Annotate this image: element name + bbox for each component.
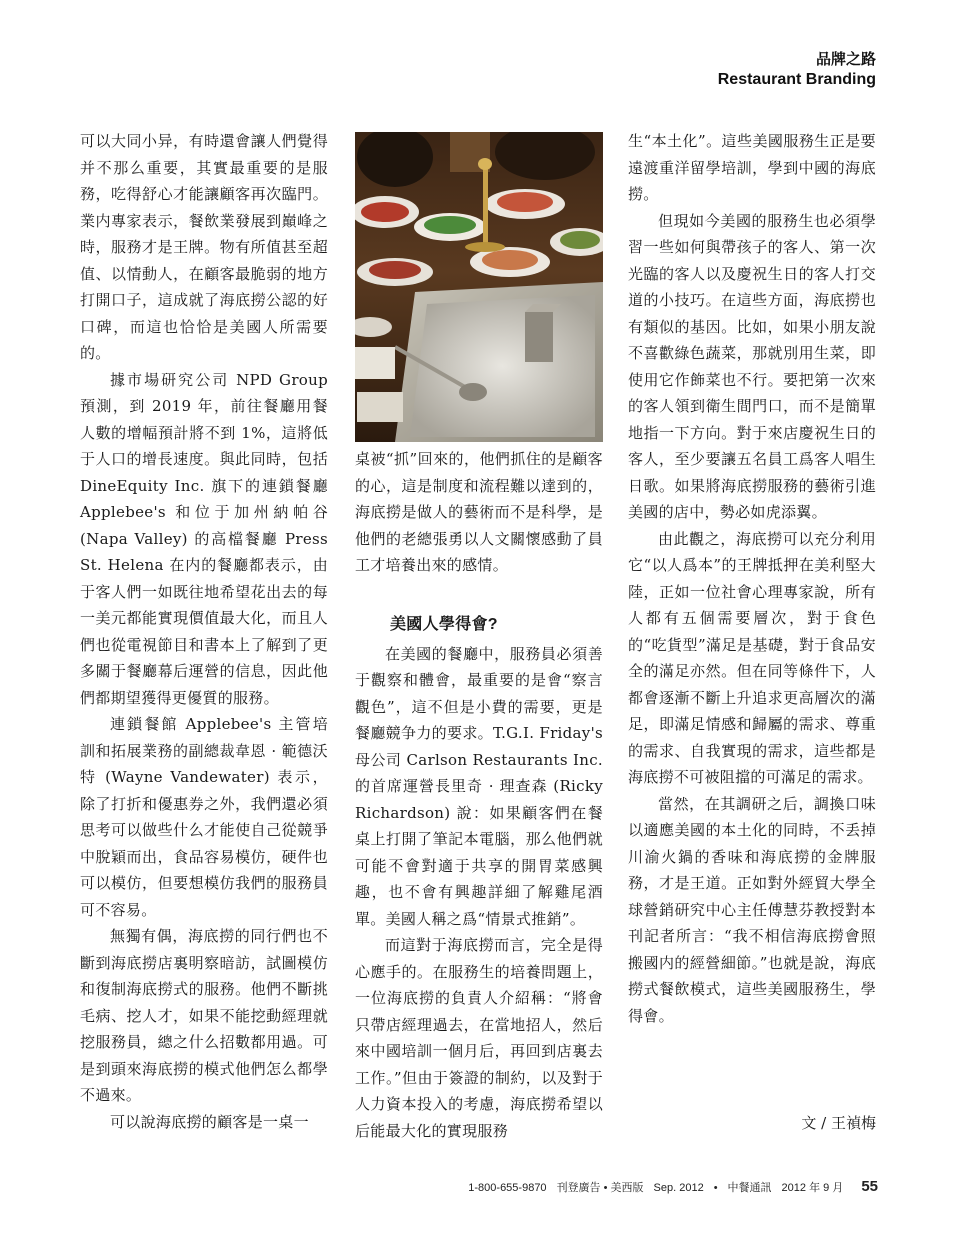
paragraph: 據市場研究公司 NPD Group 預測，到 2019 年，前往餐廳用餐人數的增幅預計將不到 1%，這將低于人口的增長速度。與此同時，包括 DineEquity Inc. 旗下的連鎖餐廳 Applebee's 和位于加州納帕谷 (Napa Valley) 的高檔餐廳 Press St. Helena 在内的餐廳都表示，由于客人們一如既往地希望花出去的每一美元都能實現價值最大化，而且人們也從電視節目和書本上了解到了更多關于餐廳幕后運營的信息，因此他們都期望獲得更優質的服務。	[80, 370, 328, 707]
paragraph: 可以說海底撈的顧客是一桌一	[110, 1112, 309, 1131]
paragraph: 當然，在其調研之后，調換口味以適應美國的本土化的同時，不丢掉川渝火鍋的香味和海底撈的金牌服務，才是王道。正如對外經貿大學全球營銷研究中心主任傅慧芬教授對本刊記者所言：“我不相信海底撈會照搬國内的經營細節。”也就是說，海底撈式餐飲模式，這些美國服務生，學得會。	[628, 794, 876, 1025]
hotpot-photo	[355, 132, 603, 442]
paragraph: 連鎖餐館 Applebee's 主管培訓和拓展業務的副總裁韋恩 · 範德沃特 (Wayne Vandewater) 表示，除了打折和優惠券之外，我們還必須思考可以做些什么才能使自己從競爭中脫穎而出，食品容易模仿，硬件也可以模仿，但要想模仿我們的服務員可不容易。	[80, 715, 328, 919]
right-column	[628, 128, 876, 1029]
page-footer	[468, 1178, 878, 1195]
ad-text: 刊登廣告 • 美西版	[556, 1182, 644, 1194]
middle-column	[355, 446, 603, 1144]
paragraph: 無獨有偶，海底撈的同行們也不斷到海底撈店裏明察暗訪，試圖模仿和復制海底撈式的服務。他們不斷挑毛病、挖人才，如果不能挖動經理就挖服務員，總之什么招數都用過。可是到頭來海底撈的模式他們怎么都學不過來。	[80, 927, 328, 1104]
issue-zh: 2012 年 9 月	[781, 1182, 844, 1194]
section-title-zh: 品牌之路	[815, 51, 876, 68]
paragraph: 由此觀之，海底撈可以充分利用它“以人爲本”的王牌抵押在美利堅大陸，正如一位社會心理專家說，所有人都有五個需要層次，對于食色的“吃貨型”滿足是基礎，對于食品安全的滿足亦然。但在同等條件下，人都會逐漸不斷上升追求更高層次的滿足，即滿足情感和歸屬的需求、尊重的需求、自我實現的需求，這些都是海底撈不可被阻擋的可滿足的需求。	[628, 529, 876, 786]
ad-phone: 1-800-655-9870	[468, 1182, 547, 1194]
paragraph: 桌被“抓”回來的，他們抓住的是顧客的心，這是制度和流程難以達到的，海底撈是做人的藝術而不是科學，是他們的老總張勇以人文關懷感動了員工才培養出來的感情。	[355, 450, 603, 574]
paragraph: 而這對于海底撈而言，完全是得心應手的。在服務生的培養問題上，一位海底撈的負責人介紹稱：“將會只帶店經理過去，在當地招人，然后來中國培訓一個月后，再回到店裏去工作。”但由于簽證的制約，以及對于人力資本投入的考慮，海底撈希望以后能最大化的實現服務	[355, 936, 603, 1140]
paragraph: 但現如今美國的服務生也必須學習一些如何與帶孩子的客人、第一次光臨的客人以及慶祝生日的客人打交道的小技巧。在這些方面，海底撈也有類似的基因。比如，如果小朋友說不喜歡綠色蔬菜，那就別用生菜，即使用它作飾菜也不行。要把第一次來的客人領到衛生間門口，而不是簡單地指一下方向。對于來店慶祝生日的客人，至少要讓五名員工爲客人唱生日歌。如果將海底撈服務的藝術引進美國的店中，勢必如虎添翼。	[628, 211, 876, 521]
publication-name: 中餐通訊	[727, 1182, 772, 1194]
subheading: 美國人學得會?	[390, 615, 498, 633]
paragraph: 在美國的餐廳中，服務員必須善于觀察和體會，最重要的是會“察言觀色”，這不但是小費的需要，更是餐廳競争力的要求。T.G.I. Friday's 母公司 Carlson Restaurants Inc. 的首席運營長里奇 · 理查森 (Ricky Richardson) 說：如果顧客們在餐桌上打開了筆記本電腦，那么他們就可能不會對適于共享的開胃菜感興趣，也不會有興趣詳細了解雞尾酒單。美國人稱之爲“情景式推銷”。	[355, 644, 603, 928]
page-number: 55	[861, 1178, 878, 1195]
footer-separator: •	[713, 1182, 718, 1194]
paragraph: 生“本土化”。這些美國服務生正是要遠渡重洋留學培訓，學到中國的海底撈。	[628, 132, 876, 203]
issue-en: Sep. 2012	[653, 1182, 704, 1194]
section-title-en: Restaurant Branding	[717, 71, 876, 88]
section-header	[718, 50, 876, 90]
byline: 文 / 王禎梅	[801, 1114, 876, 1132]
left-column	[80, 128, 328, 1135]
paragraph: 可以大同小异，有時還會讓人們覺得并不那么重要，其實最重要的是服務，吃得舒心才能讓顧客再次臨門。業内專家表示，餐飲業發展到巔峰之時，服務才是王牌。物有所值甚至超值、以情動人，在顧客最脆弱的地方打開口子，這成就了海底撈公認的好口碑，而這也恰恰是美國人所需要的。	[80, 132, 328, 362]
